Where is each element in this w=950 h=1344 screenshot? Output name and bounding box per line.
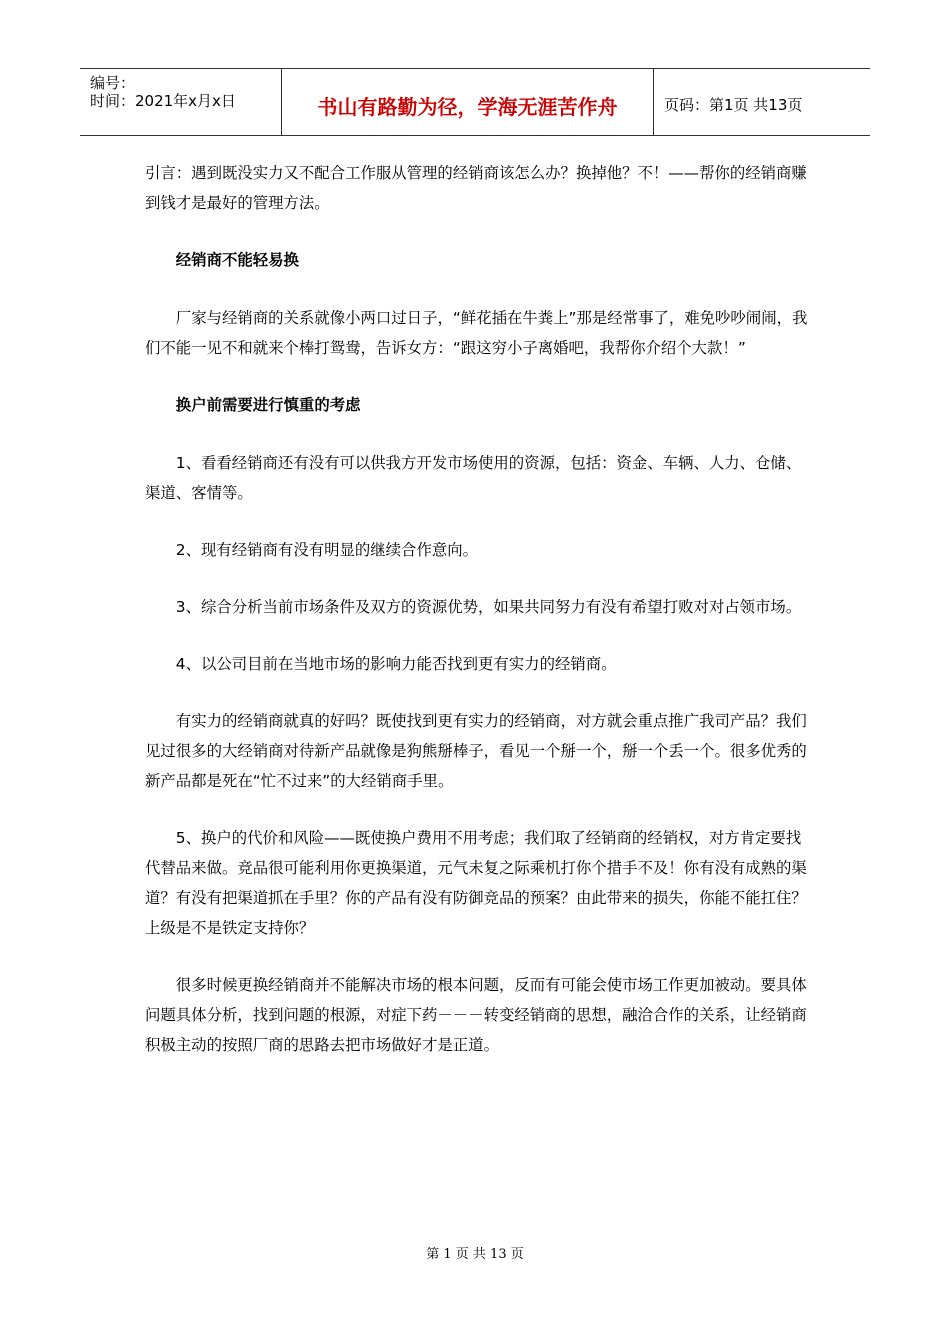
document-time-label: 时间：2021年x月x日: [90, 92, 236, 110]
header-info-cell: [80, 69, 282, 135]
document-header: [80, 68, 870, 136]
list-item: 3、综合分析当前市场条件及双方的资源优势，如果共同努力有没有希望打败对对占领市场。: [175, 598, 802, 616]
document-number-label: 编号：: [90, 74, 136, 92]
list-item: 2、现有经销商有没有明显的继续合作意向。: [175, 541, 479, 559]
intro-paragraph: 引言：遇到既没实力又不配合工作服从管理的经销商该怎么办？换掉他？不！——帮你的经销商赚到钱才是最好的管理方法。: [145, 164, 807, 212]
list-item: 1、看看经销商还有没有可以供我方开发市场使用的资源，包括：资金、车辆、人力、仓储、渠道、客情等。: [145, 454, 802, 502]
document-body: [145, 158, 810, 1087]
header-page-cell: [654, 69, 870, 135]
header-motto-cell: [282, 69, 654, 135]
body-paragraph: 厂家与经销商的关系就像小两口过日子，“鲜花插在牛粪上”那是经常事了，难免吵吵闹闹，我们不能一见不和就来个棒打鸳鸯，告诉女方：“跟这穷小子离婚吧，我帮你介绍个大款！”: [145, 309, 808, 357]
page-footer: 第 1 页 共 13 页: [426, 1247, 524, 1262]
section-heading-dealer-replace: 经销商不能轻易换: [175, 251, 299, 269]
body-paragraph: 有实力的经销商就真的好吗？既使找到更有实力的经销商，对方就会重点推广我司产品？我们见过很多的大经销商对待新产品就像是狗熊掰棒子，看见一个掰一个，掰一个丢一个。很多优秀的新产品都是死在“忙不过来”的大经销商手里。: [145, 712, 807, 790]
list-item: 5、换户的代价和风险——既使换户费用不用考虑；我们取了经销商的经销权，对方肯定要找代替品来做。竞品很可能利用你更换渠道，元气未复之际乘机打你个措手不及！你有没有成熟的渠道？有没有把渠道抓在手里？你的产品有没有防御竞品的预案？由此带来的损失，你能不能扛住？上级是不是铁定支持你？: [145, 829, 807, 937]
body-paragraph: 很多时候更换经销商并不能解决市场的根本问题，反而有可能会使市场工作更加被动。要具体问题具体分析，找到问题的根源，对症下药－－－转变经销商的思想，融洽合作的关系，让经销商积极主动的按照厂商的思路去把市场做好才是正道。: [145, 976, 807, 1054]
section-heading-considerations: 换户前需要进行慎重的考虑: [175, 396, 361, 414]
list-item: 4、以公司目前在当地市场的影响力能否找到更有实力的经销商。: [175, 655, 617, 673]
header-motto: 书山有路勤为径，学海无涯苦作舟: [317, 95, 618, 119]
header-page-code: 页码：第1页 共13页: [664, 96, 803, 114]
